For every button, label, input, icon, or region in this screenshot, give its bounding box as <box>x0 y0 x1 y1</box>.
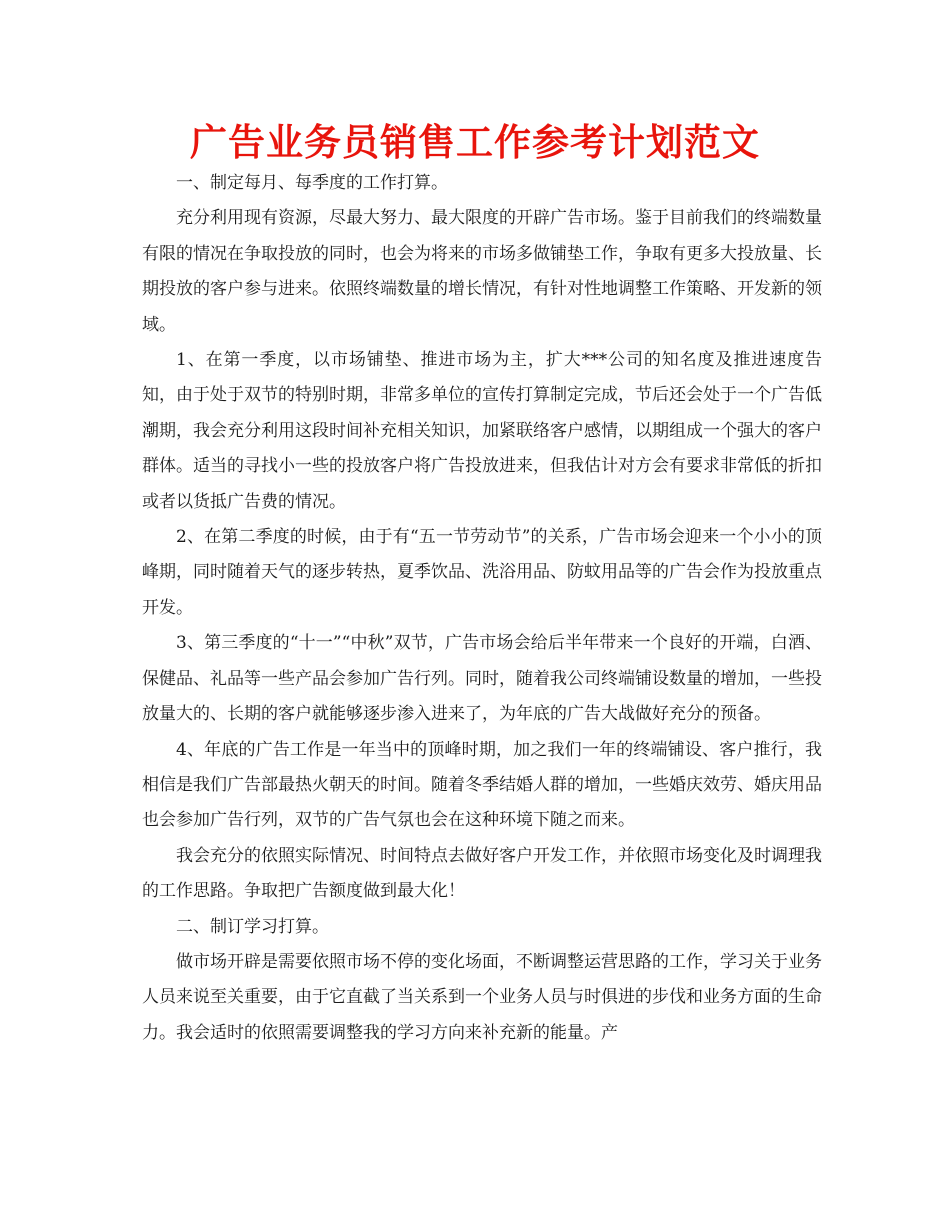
section-heading-1: 一、制定每月、每季度的工作打算。 <box>176 173 448 193</box>
document-title: 广告业务员销售工作参考计划范文 <box>190 121 760 164</box>
paragraph-q3: 3、第三季度的“十一”“中秋”双节，广告市场会给后半年带来一个良好的开端，白酒、保健品、礼品等一些产品会参加广告行列。同时，随着我公司终端铺设数量的增加，一些投放量大的、长期的客户就能够逐步渗入进来了，为年底的广告大战做好充分的预备。 <box>142 633 822 725</box>
paragraph-q1: 1、在第一季度，以市场铺垫、推进市场为主，扩大***公司的知名度及推进速度告知，由于处于双节的特别时期，非常多单位的宣传打算制定完成，节后还会处于一个广告低潮期，我会充分利用这段时间补充相关知识，加紧联络客户感情，以期组成一个强大的客户群体。适当的寻找小一些的投放客户将广告投放进来，但我估计对方会有要求非常低的折扣或者以货抵广告费的情况。 <box>142 350 822 512</box>
paragraph-intro: 充分利用现有资源，尽最大努力、最大限度的开辟广告市场。鉴于目前我们的终端数量有限的情况在争取投放的同时，也会为将来的市场多做铺垫工作，争取有更多大投放量、长期投放的客户参与进来。依照终端数量的增长情况，有针对性地调整工作策略、开发新的领域。 <box>142 208 822 335</box>
paragraph-summary: 我会充分的依照实际情况、时间特点去做好客户开发工作，并依照市场变化及时调理我的工作思路。争取把广告额度做到最大化！ <box>142 845 822 902</box>
paragraph-study: 做市场开辟是需要依照市场不停的变化场面，不断调整运营思路的工作，学习关于业务人员来说至关重要，由于它直截了当关系到一个业务人员与时俱进的步伐和业务方面的生命力。我会适时的依照需要调整我的学习方向来补充新的能量。产 <box>142 951 822 1043</box>
paragraph-q4: 4、年底的广告工作是一年当中的顶峰时期，加之我们一年的终端铺设、客户推行，我相信是我们广告部最热火朝天的时间。随着冬季结婚人群的增加，一些婚庆效劳、婚庆用品也会参加广告行列，双节的广告气氛也会在这种环境下随之而来。 <box>142 739 822 831</box>
document-body <box>142 166 822 1051</box>
section-heading-2: 二、制订学习打算。 <box>176 916 329 937</box>
paragraph-q2: 2、在第二季度的时候，由于有“五一节劳动节”的关系，广告市场会迎来一个小小的顶峰期，同时随着天气的逐步转热，夏季饮品、洗浴用品、防蚊用品等的广告会作为投放重点开发。 <box>142 527 822 618</box>
